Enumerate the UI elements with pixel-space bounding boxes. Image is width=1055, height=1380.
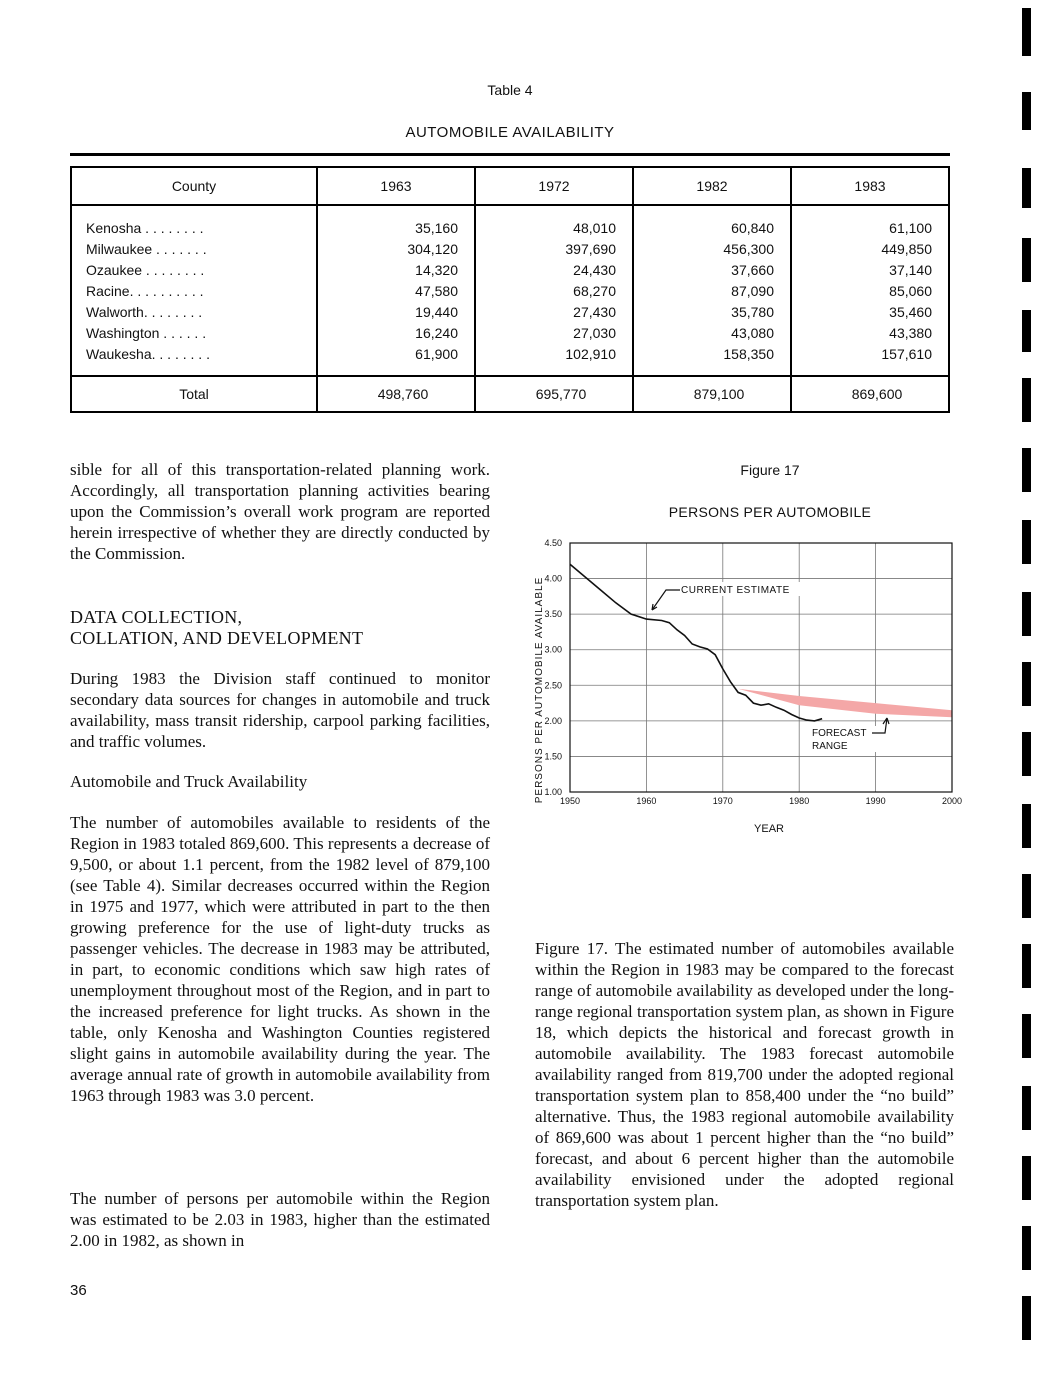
table-cell: 47,580 xyxy=(317,280,475,301)
table-title: AUTOMOBILE AVAILABILITY xyxy=(405,124,615,141)
table-cell: 61,900 xyxy=(317,343,475,376)
y-tick-label: 2.50 xyxy=(544,680,562,691)
x-tick-label: 1990 xyxy=(865,796,886,806)
persons-per-automobile-chart xyxy=(520,530,970,840)
x-tick-label: 1970 xyxy=(712,796,733,806)
body-paragraph: The number of persons per automobile within the Region was estimated to be 2.03 in 1983, higher than the estimated 2.00 in 1982, as shown in xyxy=(70,1189,490,1250)
county-name: Milwaukee . . . . . . . xyxy=(71,238,317,259)
registration-mark xyxy=(1022,1296,1031,1340)
column-header: 1963 xyxy=(317,167,475,205)
total-cell: 879,100 xyxy=(633,376,791,412)
registration-mark xyxy=(1022,1086,1031,1130)
table-cell: 37,140 xyxy=(791,259,949,280)
registration-mark xyxy=(1022,1156,1031,1200)
x-axis-label: YEAR xyxy=(754,823,784,835)
section-heading: DATA COLLECTION, xyxy=(70,607,243,627)
y-tick-label: 2.00 xyxy=(544,715,562,726)
x-tick-labels xyxy=(560,796,962,806)
x-tick-label: 1960 xyxy=(636,796,657,806)
intro-paragraph: sible for all of this transportation-related planning work. Accordingly, all transportation planning activities bearing upon the Commission’s overall work program are reported herein irrespective of whether they are directly conducted by the Commission. xyxy=(70,460,490,563)
body-paragraph: During 1983 the Division staff continued to monitor secondary data sources for changes in automobile and truck availability, mass transit ridership, carpool parking facilities, and traffic volumes. xyxy=(70,669,490,751)
table-cell: 304,120 xyxy=(317,238,475,259)
figure-caption: Figure 17 xyxy=(740,462,800,478)
y-tick-label: 4.00 xyxy=(544,573,562,584)
table-row xyxy=(71,280,949,301)
table-row xyxy=(71,322,949,343)
table-cell: 60,840 xyxy=(633,205,791,238)
registration-mark xyxy=(1022,1226,1031,1270)
registration-mark xyxy=(1022,592,1031,636)
table-row xyxy=(71,343,949,376)
registration-mark xyxy=(1022,8,1031,56)
table-cell: 14,320 xyxy=(317,259,475,280)
x-tick-label: 1950 xyxy=(559,796,581,806)
county-name: Waukesha. . . . . . . . xyxy=(71,343,317,376)
registration-mark xyxy=(1022,238,1031,282)
table-cell: 43,080 xyxy=(633,322,791,343)
table-cell: 158,350 xyxy=(633,343,791,376)
registration-mark xyxy=(1022,520,1031,564)
county-name: Walworth. . . . . . . . xyxy=(71,301,317,322)
table-rule xyxy=(70,153,950,156)
figure-title: PERSONS PER AUTOMOBILE xyxy=(668,504,872,520)
y-tick-label: 1.00 xyxy=(544,787,562,797)
table-cell: 35,780 xyxy=(633,301,791,322)
x-tick-label: 1980 xyxy=(789,796,810,806)
column-header: 1982 xyxy=(633,167,791,205)
column-header: 1983 xyxy=(791,167,949,205)
y-tick-label: 3.50 xyxy=(544,609,562,620)
y-tick-label: 1.50 xyxy=(544,751,562,762)
county-name: Racine. . . . . . . . . . xyxy=(71,280,317,301)
forecast-range-label: RANGE xyxy=(812,741,848,752)
total-cell: 695,770 xyxy=(475,376,633,412)
county-name: Ozaukee . . . . . . . . xyxy=(71,259,317,280)
page-number: 36 xyxy=(70,1282,87,1299)
y-axis-label: PERSONS PER AUTOMOBILE AVAILABLE xyxy=(534,576,545,804)
section-heading: COLLATION, AND DEVELOPMENT xyxy=(70,628,364,648)
column-header: 1972 xyxy=(475,167,633,205)
registration-mark xyxy=(1022,732,1031,776)
table-row xyxy=(71,205,949,238)
y-tick-label: 4.50 xyxy=(544,538,562,548)
table-cell: 19,440 xyxy=(317,301,475,322)
table-cell: 61,100 xyxy=(791,205,949,238)
body-paragraph: The number of automobiles available to residents of the Region in 1983 totaled 869,600. This represents a decrease of 9,500, or about 1.1 percent, from the 1982 level of 879,100 (see Table 4). Similar decreases occurred within the Region in 1975 and 1977, which were attributed in part to the then growing preference for the use of light-duty trucks as passenger vehicles. The decrease in 1983 may be attributed, in part, to economic conditions which saw high rates of unemployment throughout most of the Region, and in part to the increased preference for light trucks. As shown in the table, only Kenosha and Washington Counties registered slight gains in automobile availability during the year. The average annual rate of growth in automobile availability from 1963 through 1983 was 3.0 percent. xyxy=(70,813,490,1105)
table-cell: 37,660 xyxy=(633,259,791,280)
registration-mark xyxy=(1022,662,1031,706)
table-cell: 43,380 xyxy=(791,322,949,343)
table-cell: 16,240 xyxy=(317,322,475,343)
body-paragraph: Figure 17. The estimated number of automobiles available within the Region in 1983 may be compared to the forecast range of automobile availability as developed under the long-range regional transportation system plan, as shown in Figure 18, which depicts the historical and forecast growth in automobile availability. The 1983 forecast automobile availability ranged from 819,700 under the adopted regional transportation system plan to 858,400 under the “no build” alternative. Thus, the 1983 regional automobile availability of 869,600 was about 1 percent higher than the “no build” forecast, and about 6 percent higher than the automobile availability envisioned under the adopted regional transportation system plan. xyxy=(535,939,954,1210)
county-name: Washington . . . . . . xyxy=(71,322,317,343)
registration-mark xyxy=(1022,944,1031,988)
total-cell: 869,600 xyxy=(791,376,949,412)
x-tick-label: 2000 xyxy=(941,796,963,806)
table-cell: 35,460 xyxy=(791,301,949,322)
registration-mark xyxy=(1022,378,1031,422)
table-cell: 397,690 xyxy=(475,238,633,259)
table-cell: 157,610 xyxy=(791,343,949,376)
table-cell: 68,270 xyxy=(475,280,633,301)
table-cell: 24,430 xyxy=(475,259,633,280)
table-cell: 35,160 xyxy=(317,205,475,238)
subsection-heading: Automobile and Truck Availability xyxy=(70,772,308,791)
table-cell: 27,430 xyxy=(475,301,633,322)
table-row xyxy=(71,238,949,259)
table-cell: 102,910 xyxy=(475,343,633,376)
registration-mark xyxy=(1022,804,1031,848)
registration-mark xyxy=(1022,1014,1031,1058)
table-cell: 85,060 xyxy=(791,280,949,301)
total-cell: 498,760 xyxy=(317,376,475,412)
total-label: Total xyxy=(71,376,317,412)
y-tick-label: 3.00 xyxy=(544,644,562,655)
table-cell: 27,030 xyxy=(475,322,633,343)
table-cell: 48,010 xyxy=(475,205,633,238)
table-cell: 456,300 xyxy=(633,238,791,259)
county-name: Kenosha . . . . . . . . xyxy=(71,205,317,238)
registration-mark xyxy=(1022,448,1031,492)
automobile-availability-table xyxy=(70,166,950,413)
table-row xyxy=(71,259,949,280)
forecast-range-band xyxy=(738,689,952,718)
table-header-row xyxy=(71,167,949,205)
current-estimate-label: CURRENT ESTIMATE xyxy=(681,585,790,596)
column-header: County xyxy=(71,167,317,205)
table-caption: Table 4 xyxy=(487,82,533,98)
chart-grid xyxy=(570,543,952,792)
table-row xyxy=(71,301,949,322)
total-row xyxy=(71,376,949,412)
registration-mark xyxy=(1022,874,1031,918)
registration-mark xyxy=(1022,310,1031,352)
plot-frame xyxy=(570,543,952,792)
table-cell: 87,090 xyxy=(633,280,791,301)
registration-mark xyxy=(1022,168,1031,208)
y-tick-labels xyxy=(544,538,562,797)
table-cell: 449,850 xyxy=(791,238,949,259)
forecast-label: FORECAST xyxy=(812,728,867,739)
registration-mark xyxy=(1022,92,1031,130)
